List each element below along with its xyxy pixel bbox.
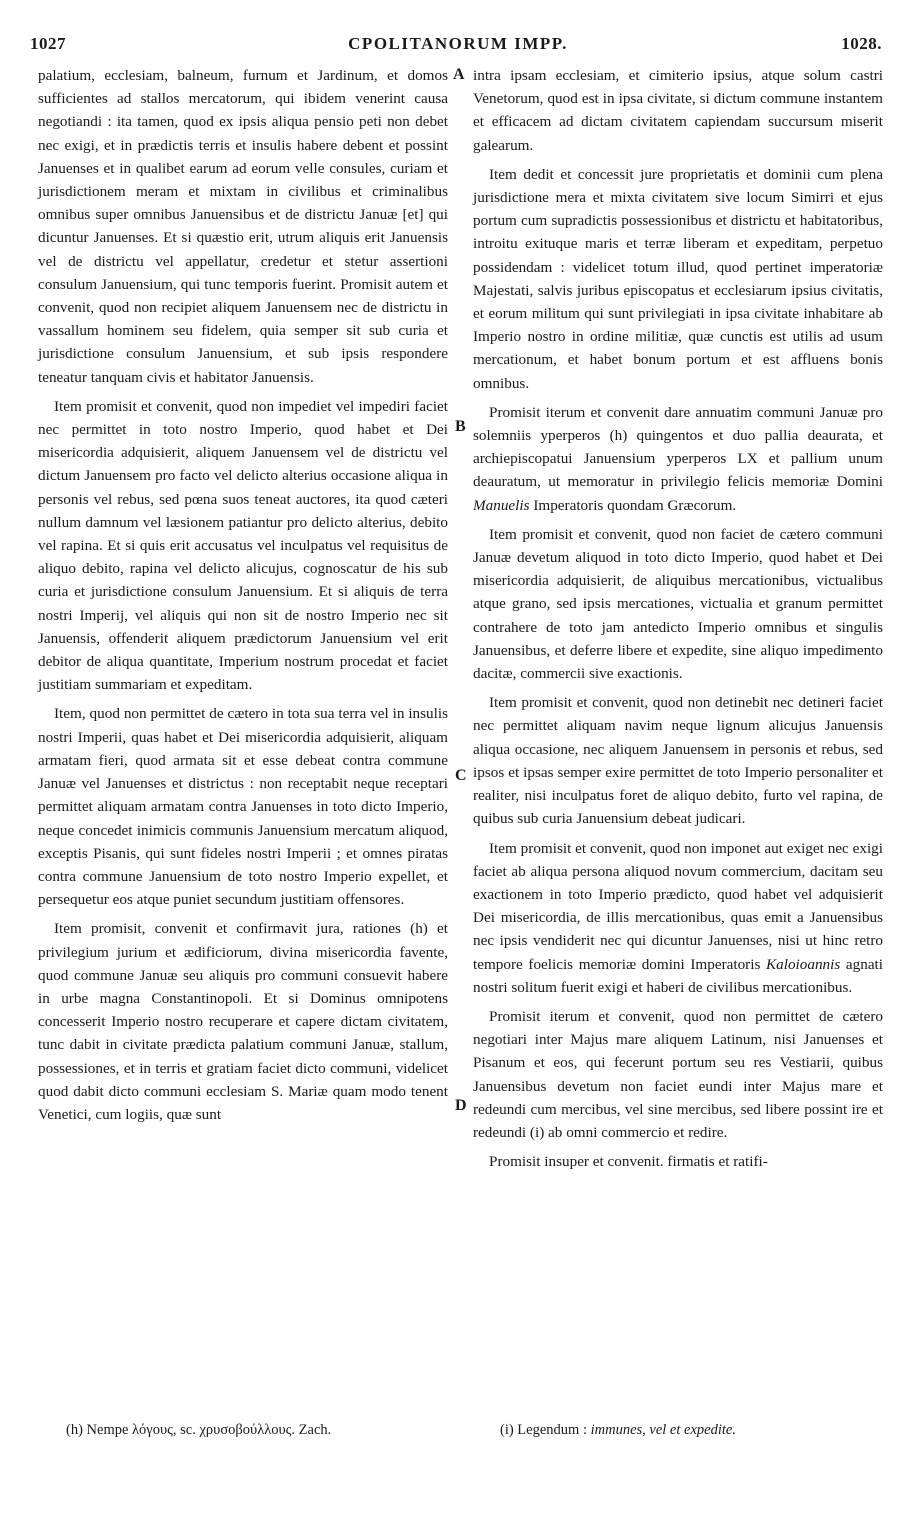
page-header <box>0 34 916 58</box>
emperor-name-manuel: Manuelis <box>473 496 530 514</box>
right-paragraph-6-text-a: Item promisit et convenit, quod non imponet aut exiget nec exigi faciet ab aliqua persona aliquod novum commercium, dacitam seu exactionem in toto Imperio prædicto, quod habet vel adquisierit Dei misericordia, de illis mercationibus, quas emit a Januensibus nec ipsis vendiderit nec qui dicuntur Januenses, nisi ut hinc retro tempore foelicis memoriæ domini Imperatoris <box>473 839 883 973</box>
left-paragraph-2: Item promisit et convenit, quod non impediet vel impediri faciet nec permittet in toto nostro Imperio, quod habet et Dei misericordia adquisierit, aliquem Januensem vel de districtu vel dictum Januensem pro facto vel delicto alterius occasione aliqua in personis vel rebus, sed pœna suos teneat auctores, ita quod cæteri nullum damnum vel læsionem patiantur pro delicto alterius, debito vel rapina. Et si quis erit accusatus vel inculpatus vel requisitus de aliquo debito, rapina vel delicto alicujus, cognoscatur de his sub curia et jurisdictione consulum Januensium. Et si aliquis de terra nostri Imperij, vel aliquis qui non sit de nostro Imperio nec sit Januensis, offenderit aliquem prædictorum Januensium vel erit debitor de aliqua quantitate, Imperium nostrum procedat et faciet justitiam summariam et expeditam. <box>38 397 448 694</box>
page-number-right: 1028. <box>841 34 882 53</box>
left-paragraph-1: palatium, ecclesiam, balneum, furnum et Jardinum, et domos sufficientes ad stallos mercatorum, qui ibidem venerint causa negotiandi : ita tamen, quod ex ipsis aliqua pensio peti non debet nec exigi, et in prædictis terris et insulis habere debent et possint Januenses et in qualibet earum ad eorum velle consules, curiam et jurisdictionem meram et mixtam in civilibus et criminalibus omnibus super omnibus Januensibus et de districtu Januæ [et] qui dicuntur Januenses. Et si quæstio erit, utrum aliquis erit Januensis vel de districtu vel appellatur, credetur et stetur assertioni consulum Januensium, qui tunc temporis fuerint. Promisit autem et convenit, quod non recipiet aliquem Januensem nec de districtu in vassallum hominem seu fidelem, quia semper sit sub curia et jurisdictione consulum Januensium, et sub ipsis respondere teneatur tanquam civis et habitator Januensis. <box>38 67 448 386</box>
margin-letter-c: C <box>455 767 467 784</box>
footnote-i <box>500 1420 736 1440</box>
right-paragraph-3 <box>473 401 883 517</box>
right-paragraph-2: Item dedit et concessit jure proprietatis et dominii cum plena jurisdictione mera et mixta civitatem sive locum Simirri et ejus portum cum supradictis possessionibus et districtu et habitatoribus, introitu exituque maris et terræ liberam et expeditam, perpetuo possidendam : videlicet totum illud, quod pertinet imperatoriæ Majestati, salvis juribus episcopatus et ecclesiarum ipsius civitatis, et eorum militum qui sunt privilegiati in ipsa civitate inhabitare ab Imperio nostro in ordine militiæ, quæ cunctis est utilis ad usum mercationum, et habet bonum portum et est affluens bonis omnibus. <box>473 165 883 392</box>
margin-letter-d: D <box>455 1097 467 1114</box>
right-paragraph-4: Item promisit et convenit, quod non faciet de cætero communi Januæ devetum aliquod in toto dicto Imperio, quod habet et Dei misericordia adquisierit, de aliquibus mercationibus, victualibus atque grano, sed ipsis mercationes, victualia et granum permittet contrahere de toto jam antedicto Imperio omnibus et singulis Januensibus, et deferre libere et expedite, sine aliquo impedimento dacitæ, commercii sive exactionis. <box>473 525 883 683</box>
page-number-left: 1027 <box>30 34 66 53</box>
running-title: CPOLITANORUM IMPP. <box>348 34 568 53</box>
right-paragraph-6 <box>473 837 883 999</box>
right-paragraph-7: Promisit iterum et convenit, quod non permittet de cætero negotiari inter Majus mare aliquem Latinum, nisi Januenses et Pisanum et eos, qui fecerunt portum seu res Vestiarii, quibus Januensibus devetum non faciet eundi inter Majus mare et redeundi cum mercibus, vel sine mercibus, sed libere possint ire et redeundi (i) ab omni commercio et redire. <box>473 1007 883 1141</box>
right-paragraph-3-text-b: Imperatoris quondam Græcorum. <box>529 496 737 514</box>
left-paragraph-3: Item, quod non permittet de cætero in tota sua terra vel in insulis nostri Imperii, quas habet et Dei misericordia adquisierit, aliquam armatam fieri, quod armata sit et esse debeat contra commune Januæ vel Januenses et districtus : non receptabit neque receptari permittet aliquam armatam contra Januenses in toto dicto Imperio, neque concedet inimicis communis Januensium mercatum aliquod, exceptis Pisanis, qui sunt fideles nostri Imperii ; et omnes piratas contra commune Januensium de toto nostro Imperio expellet, et persequetur eos atque puniet secundum justitiam offensores. <box>38 705 448 909</box>
margin-letter-a: A <box>453 66 465 83</box>
margin-letter-b: B <box>455 418 466 435</box>
left-paragraph-4: Item promisit, convenit et confirmavit jura, rationes (h) et privilegium jurium et ædificiorum, divina misericordia favente, quod commune Januæ seu aliquis pro communi consuevit habere in urbe magna Constantinopoli. Et si Dominus omnipotens concesserit Imperio nostro recuperare et capere dictam civitatem, tunc dabit in civitate prædicta palatium communi Januæ, stallum, possessiones, et in terris et gratiam faciet dicto communi, videlicet quod dabit dicto communi ecclesiam S. Mariæ quam modo tenent Venetici, cum logiis, quæ sunt <box>38 920 448 1123</box>
footnote-h: (h) Nempe λόγους, sc. χρυσοβούλλους. Zach. <box>66 1422 332 1438</box>
footnote-i-emphasis: immunes, vel et expedite. <box>590 1422 736 1438</box>
right-paragraph-6-text-b: agnati nostri solitum fuerit exigi et haberi de civilibus mercationibus. <box>473 955 883 996</box>
right-column <box>473 64 883 1173</box>
right-paragraph-1: intra ipsam ecclesiam, et cimiterio ipsius, atque solum castri Venetorum, quod est in ipsa civitate, si dictum commune instantem et efficacem ad dictam civitatem capiendam succursum miserit galearum. <box>473 67 883 154</box>
right-paragraph-3-text-a: Promisit iterum et convenit dare annuatim communi Januæ pro solemniis yperperos (h) quingentos et duo pallia deaurata, et archiepiscopatui Januensium yperperos LX et pallium unum deauratum, ut memoratur in privilegio felicis memoriæ Domini <box>473 403 883 491</box>
right-paragraph-8: Promisit insuper et convenit. firmatis et ratifi- <box>489 1153 768 1171</box>
emperor-name-kaloioannis: Kaloioannis <box>766 955 841 973</box>
right-paragraph-5: Item promisit et convenit, quod non detinebit nec detineri faciet nec permittet aliquam navim neque lignum alicujus Januensis aliqua occasione, nec aliquem Januensem in personis et rebus, sed ipsos et ipsas semper exire permittet de toto Imperio personaliter et realiter, nisi inculpatus foret de aliquo debito, furto vel rapina, de quibus sub curia Januensium debeat judicari. <box>473 694 883 828</box>
left-column <box>38 64 448 1126</box>
footnote-i-text: (i) Legendum : <box>500 1422 591 1438</box>
